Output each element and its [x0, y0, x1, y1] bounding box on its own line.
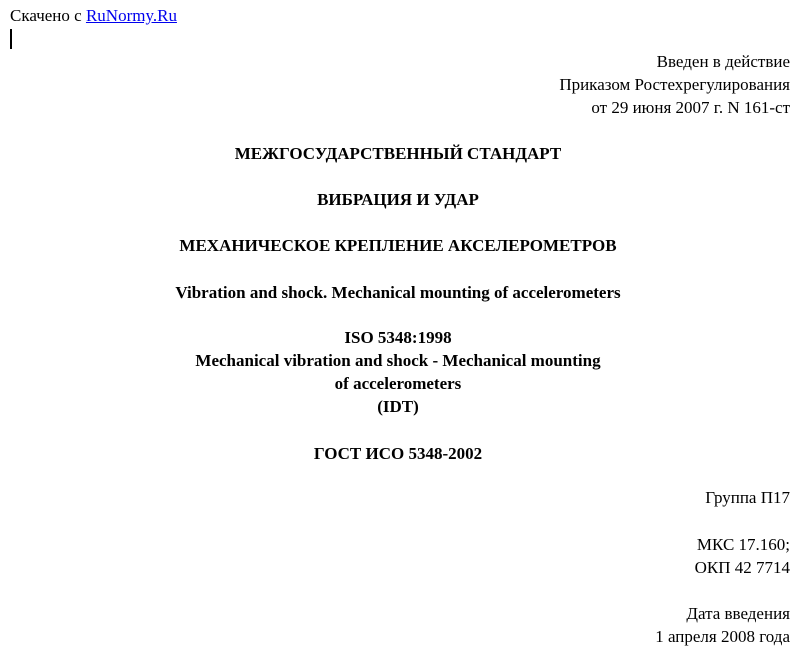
source-link[interactable]: RuNormy.Ru	[85, 6, 177, 25]
source-line	[10, 6, 177, 26]
introduction-label: Дата введения	[686, 604, 790, 623]
introduction-date: 1 апреля 2008 года	[655, 627, 790, 646]
heading-ru-1: ВИБРАЦИЯ И УДАР	[317, 190, 479, 209]
okp-code: ОКП 42 7714	[694, 558, 790, 577]
text-cursor	[10, 29, 12, 49]
heading-en: Vibration and shock. Mechanical mounting of accelerometers	[175, 283, 621, 302]
enactment-block	[559, 50, 790, 119]
iso-title-line-2: of accelerometers	[334, 374, 462, 393]
introduction-block	[655, 602, 790, 646]
group-block	[705, 486, 790, 509]
classification-block	[695, 533, 790, 579]
iso-block	[0, 326, 796, 418]
iso-equivalence: (IDT)	[377, 397, 419, 416]
source-prefix: Скачено с	[10, 6, 86, 25]
heading-ru-2: МЕХАНИЧЕСКОЕ КРЕПЛЕНИЕ АКСЕЛЕРОМЕТРОВ	[179, 236, 617, 255]
gost-number: ГОСТ ИСО 5348-2002	[313, 444, 483, 463]
standard-type: МЕЖГОСУДАРСТВЕННЫЙ СТАНДАРТ	[234, 144, 562, 163]
enactment-line-3: от 29 июня 2007 г. N 161-ст	[591, 98, 790, 117]
group-label: Группа П17	[705, 488, 790, 507]
enactment-line-2: Приказом Ростехрегулирования	[559, 75, 790, 94]
iso-number: ISO 5348:1998	[344, 328, 452, 347]
iso-title-line-1: Mechanical vibration and shock - Mechanical mounting	[195, 351, 601, 370]
enactment-line-1: Введен в действие	[656, 52, 790, 71]
mks-code: МКС 17.160;	[696, 535, 790, 554]
